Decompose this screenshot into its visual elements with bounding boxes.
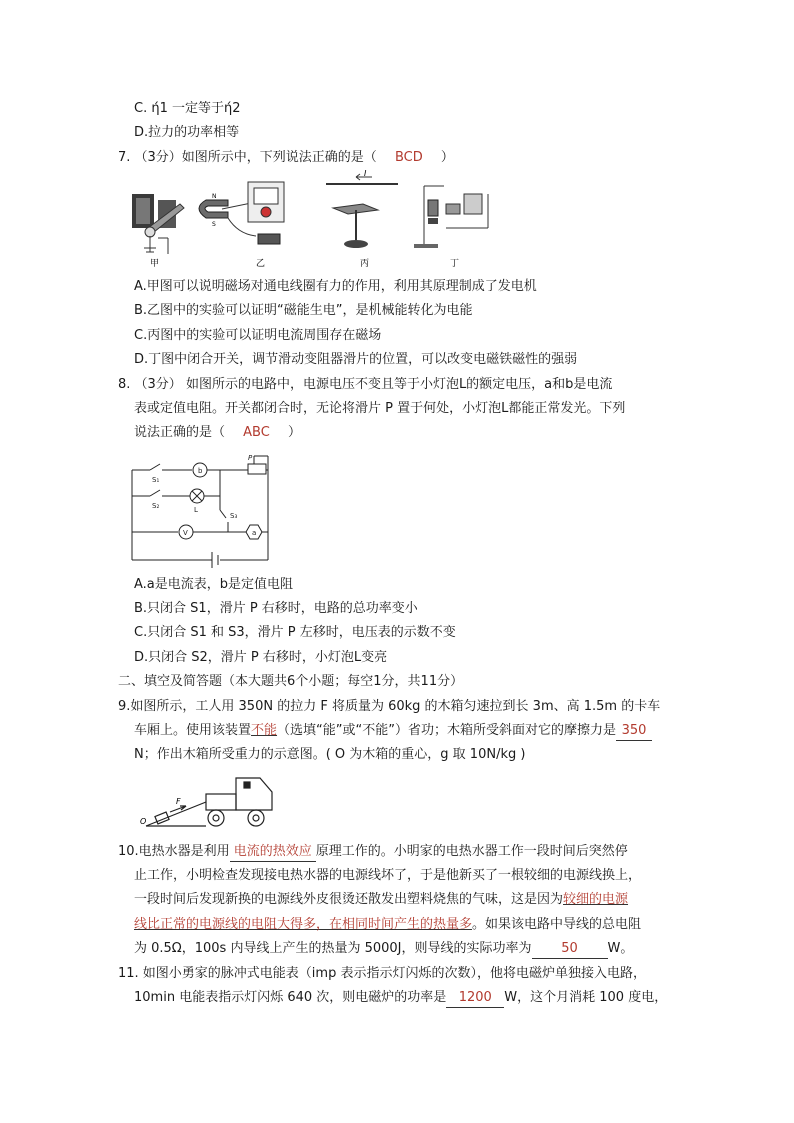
q11-line1: 11. 如图小勇家的脉冲式电能表（imp 表示指示灯闪烁的次数），他将电磁炉单独接入电路， — [118, 966, 646, 981]
q7-fig-yi — [199, 182, 284, 269]
q7-label-ding: 丁 — [450, 259, 460, 269]
q10-blank3: 50 — [532, 940, 608, 959]
q9-line1: 9.如图所示，工人用 350N 的拉力 F 将质量为 60kg 的木箱匀速拉到长 3m、高 1.5m 的卡车 — [118, 699, 661, 714]
q9-blank1: 不能 — [251, 723, 278, 738]
q8-stem-line3: 说法正确的是（ ABC ） — [134, 425, 301, 440]
q10-line4: 线比正常的电源线的电阻大得多，在相同时间产生的热量多。如果该电路中导线的总电阻 — [134, 917, 642, 932]
q8-label-b: b — [198, 467, 203, 475]
q7-fig-bing — [326, 169, 398, 269]
q7-current-label: I — [364, 169, 367, 178]
q7-label-yi: 乙 — [256, 259, 266, 269]
q11-blank1: 1200 — [446, 989, 504, 1008]
q9-line3: N；作出木箱所受重力的示意图。( O 为木箱的重心，g 取 10N/kg ) — [134, 747, 526, 762]
q7-option-b: B.乙图中的实验可以证明“磁能生电”，是机械能转化为电能 — [134, 303, 473, 318]
q8-label-p: P — [248, 454, 253, 462]
q9-label-o: O — [140, 817, 147, 826]
q7-figure — [128, 169, 508, 270]
q10-line2: 止工作，小明检查发现接电热水器的电源线坏了，于是他新买了一根较细的电源线换上， — [134, 868, 642, 883]
q6-option-c: C. ή1 一定等于ή2 — [134, 101, 241, 116]
q8-circuit-diagram — [128, 452, 278, 570]
q9-line2: 车厢上。使用该装置不能（选填“能”或“不能”）省功；木箱所受斜面对它的摩擦力是 350 — [134, 722, 652, 741]
q7-option-a: A.甲图可以说明磁场对通电线圈有力的作用，利用其原理制成了发电机 — [134, 279, 537, 294]
svg-text:N: N — [212, 193, 217, 200]
q8-option-b: B.只闭合 S1，滑片 P 右移时，电路的总功率变小 — [134, 601, 418, 616]
q7-option-c: C.丙图中的实验可以证明电流周围存在磁场 — [134, 328, 382, 343]
q9-truck-figure — [134, 774, 278, 832]
q7-fig-ding — [414, 186, 488, 269]
q8-option-d: D.只闭合 S2，滑片 P 右移时，小灯泡L变亮 — [134, 650, 388, 665]
q10-blank2a: 较细的电源 — [563, 892, 629, 907]
q7-fig-jia — [132, 194, 184, 269]
q8-label-s1: S₁ — [152, 476, 160, 484]
q10-line5: 为 0.5Ω，100s 内导线上产生的热量为 5000J，则导线的实际功率为 50 W。 — [134, 940, 633, 959]
q8-label-s3: S₃ — [230, 512, 238, 520]
q8-answer: ABC — [243, 425, 270, 440]
q10-blank2b: 线比正常的电源线的电阻大得多，在相同时间产生的热量多 — [134, 917, 473, 932]
section2-title: 二、填空及简答题（本大题共6个小题；每空1分，共11分） — [118, 674, 464, 689]
q8-stem-line1: 8. （3分） 如图所示的电路中，电源电压不变且等于小灯泡L的额定电压，a和b是电流 — [118, 377, 613, 392]
q9-blank2: 350 — [616, 722, 652, 741]
q10-blank1: 电流的热效应 — [230, 843, 316, 862]
q10-line1: 10.电热水器是利用 电流的热效应 原理工作的。小明家的电热水器工作一段时间后突然停 — [118, 843, 628, 862]
q7-option-d: D.丁图中闭合开关，调节滑动变阻器滑片的位置，可以改变电磁铁磁性的强弱 — [134, 352, 578, 367]
q6-option-d: D.拉力的功率相等 — [134, 125, 240, 140]
q8-label-v: V — [183, 529, 188, 537]
q10-line3: 一段时间后发现新换的电源线外皮很烫还散发出塑料烧焦的气味，这是因为较细的电源 — [134, 892, 629, 907]
q8-label-l: L — [194, 506, 198, 514]
q8-label-a: a — [252, 529, 257, 537]
q7-stem: 7. （3分）如图所示中，下列说法正确的是（ BCD ） — [118, 150, 454, 165]
q8-label-s2: S₂ — [152, 502, 160, 510]
q8-stem-line2: 表或定值电阻。开关都闭合时，无论将滑片 P 置于何处，小灯泡L都能正常发光。下列 — [134, 401, 626, 416]
svg-text:S: S — [212, 221, 216, 228]
q7-label-bing: 丙 — [360, 259, 370, 269]
q11-line2: 10min 电能表指示灯闪烁 640 次，则电磁炉的功率是 1200 W，这个月消耗 100 度电， — [134, 989, 667, 1008]
q8-option-a: A.a是电流表，b是定值电阻 — [134, 577, 294, 592]
q8-option-c: C.只闭合 S1 和 S3，滑片 P 左移时，电压表的示数不变 — [134, 625, 456, 640]
q7-label-jia: 甲 — [150, 259, 160, 269]
q9-label-f: F — [176, 797, 181, 806]
q7-answer: BCD — [394, 150, 423, 165]
